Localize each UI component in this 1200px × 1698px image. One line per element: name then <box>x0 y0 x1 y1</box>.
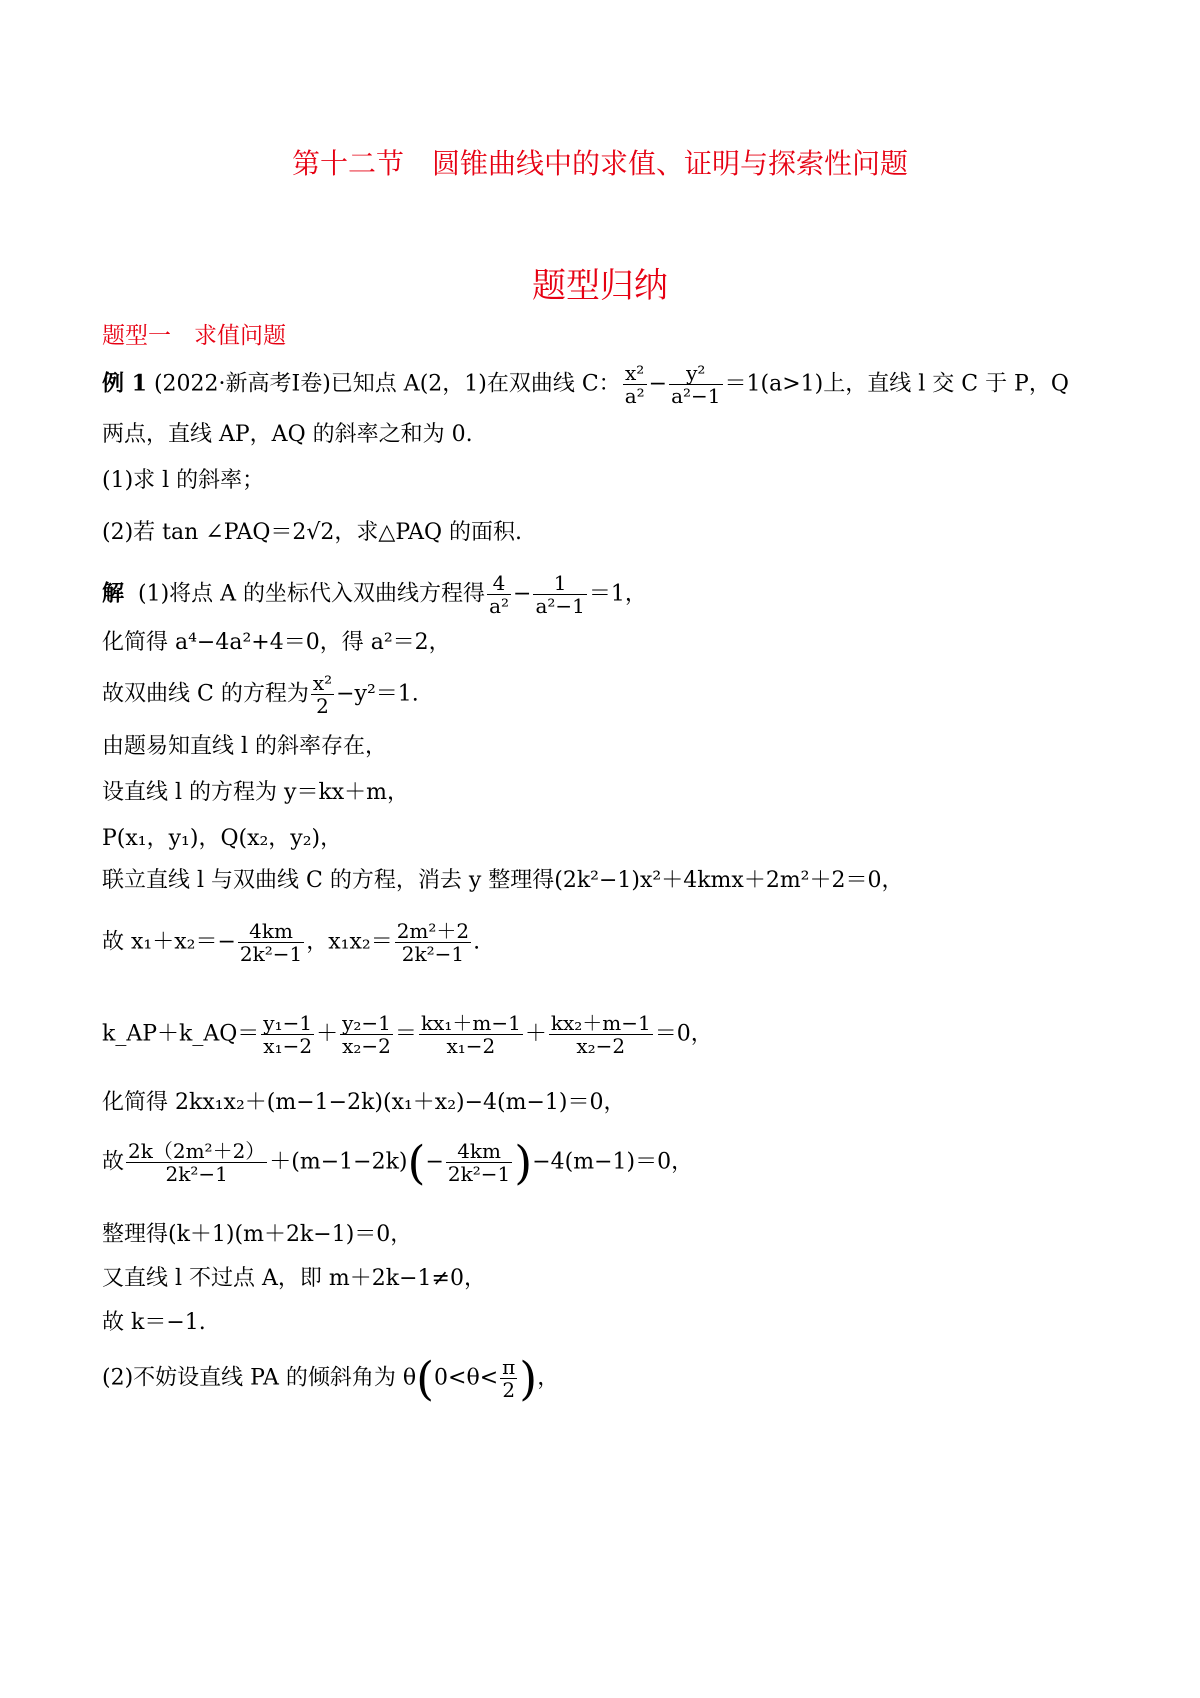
solution-line-7: 联立直线 l 与双曲线 C 的方程，消去 y 整理得(2k²−1)x²＋4kmx＋2m²＋2＝0， <box>102 868 904 893</box>
solution-line-8: 故 x₁＋x₂＝− $\frac{4km}{\text{2k²−1}}$ ，x₁x₂＝ $\frac{\text{2m²＋2}}{\text{2k²−1}}$ . <box>102 919 481 966</box>
question-2: (2)若 tan ∠PAQ＝2√2，求△PAQ 的面积. <box>102 520 523 545</box>
solution-line-9: k_AP＋k_AQ＝ $\frac{\text{y₁−1}}{\text{x₁−2}}$ ＋ $\frac{\text{y₂−1}}{\text{x₂−2}}$ ＝ $\frac{\text{kx₁＋m−1}}{\text{x₁−2}}$ ＋ $\frac{\text{kx₂＋m−1}}{\text{x₂−2}}$ ＝0， <box>102 1011 713 1058</box>
fraction: $\frac{4km}{\text{2k²−1}}$ <box>447 1139 511 1186</box>
solution-line-15: (2)不妨设直线 PA 的倾斜角为 θ(0<θ< $\frac{\pi}{2}$ )， <box>102 1351 560 1406</box>
solution-line-2: 化简得 a⁴−4a²+4＝0，得 a²＝2， <box>102 630 451 655</box>
solution-line-6: P(x₁，y₁)，Q(x₂，y₂)， <box>102 826 343 851</box>
solution-line-13: 又直线 l 不过点 A，即 m＋2k−1≠0， <box>102 1266 486 1291</box>
problem-line-2: 两点，直线 AP，AQ 的斜率之和为 0. <box>102 422 473 447</box>
fraction: $\frac{4}{\text{a²}}$ <box>489 571 510 618</box>
solution-line-11: 故 $\frac{\text{2k（2m²＋2）}}{\text{2k²−1}}$ ＋(m−1−2k)(− $\frac{4km}{\text{2k²−1}}$ )−4(m−1)＝0， <box>102 1135 694 1190</box>
fraction: $\frac{\text{y₂−1}}{\text{x₂−2}}$ <box>342 1011 391 1058</box>
solution-line-4: 由题易知直线 l 的斜率存在， <box>102 734 388 759</box>
fraction: $\frac{\text{2k（2m²＋2）}}{\text{2k²−1}}$ <box>128 1139 266 1186</box>
type-heading: 题型一 求值问题 <box>102 323 286 349</box>
fraction: $\frac{\text{kx₁＋m−1}}{\text{x₁−2}}$ <box>420 1011 521 1058</box>
fraction: $\frac{\text{x²}}{2}$ <box>312 671 333 718</box>
fraction: $\frac{\text{y²}}{\text{a²−1}}$ <box>671 361 721 408</box>
question-1: (1)求 l 的斜率； <box>102 468 265 493</box>
solution-line-5: 设直线 l 的方程为 y＝kx＋m， <box>102 780 410 805</box>
fraction: $\frac{1}{\text{a²−1}}$ <box>535 571 585 618</box>
fraction: $\frac{\text{kx₂＋m−1}}{\text{x₂−2}}$ <box>550 1011 651 1058</box>
fraction: $\frac{\text{2m²＋2}}{\text{2k²−1}}$ <box>396 919 470 966</box>
section-title: 第十二节 圆锥曲线中的求值、证明与探索性问题 <box>291 147 908 180</box>
fraction: $\frac{\text{y₁−1}}{\text{x₁−2}}$ <box>263 1011 313 1058</box>
fraction: $\frac{4km}{\text{2k²−1}}$ <box>239 919 303 966</box>
solution-label: 解 <box>102 580 125 607</box>
problem-line-1: 例 1 (2022·新高考Ⅰ卷)已知点 A(2，1)在双曲线 C： $\frac{\text{x²}}{\text{a²}}$ − $\frac{\text{y²}}{\text{a²−1}}$ ＝1(a>1)上，直线 l 交 C 于 P，Q <box>102 361 1069 408</box>
solution-line-14: 故 k＝−1. <box>102 1310 206 1335</box>
solution-line-12: 整理得(k＋1)(m＋2k−1)＝0， <box>102 1222 413 1247</box>
solution-line-10: 化简得 2kx₁x₂＋(m−1−2k)(x₁＋x₂)−4(m−1)＝0， <box>102 1090 626 1115</box>
fraction: $\frac{\pi}{2}$ <box>502 1355 516 1402</box>
solution-line-1: 解 (1)将点 A 的坐标代入双曲线方程得 $\frac{4}{\text{a²}}$ − $\frac{1}{\text{a²−1}}$ ＝1， <box>102 571 647 618</box>
example-label: 例 1 <box>102 370 147 397</box>
fraction: $\frac{\text{x²}}{\text{a²}}$ <box>624 361 645 408</box>
subtitle: 题型归纳 <box>532 266 668 306</box>
solution-line-3: 故双曲线 C 的方程为 $\frac{\text{x²}}{2}$ −y²＝1. <box>102 671 419 718</box>
